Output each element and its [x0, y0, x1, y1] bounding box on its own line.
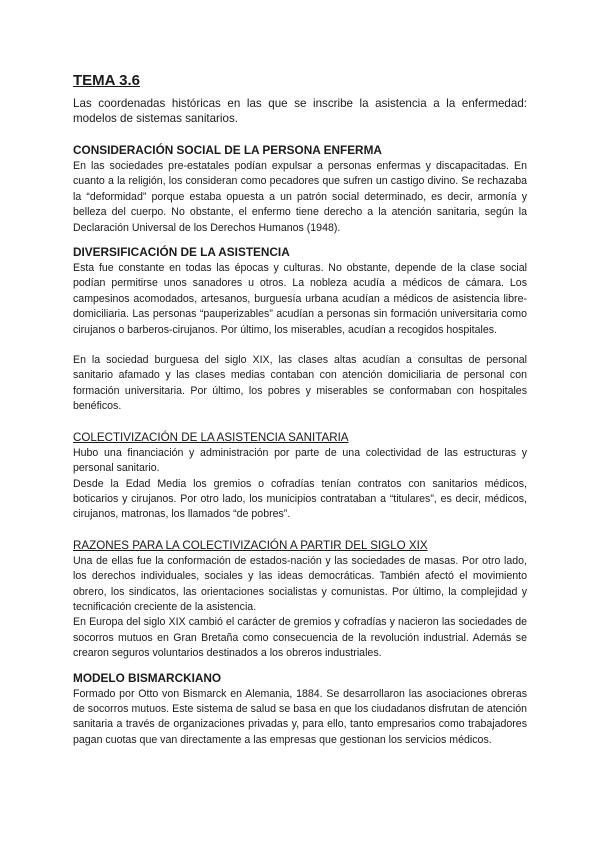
section-paragraph: Esta fue constante en todas las épocas y culturas. No obstante, depende de la clase social podían permitirse unos sanadores u otros. La nobleza acudía a médicos de cámara. Los campesinos acomodados, artesanos, burguesía urbana acudían a médicos de asistencia libre-domiciliaria. Las personas “pauperizables” acudían a personas sin formación universitaria como cirujanos o barberos-cirujanos. Por último, los miserables, acudían a recogidos hospitales. — [73, 262, 527, 336]
section-paragraph: Hubo una financiación y administración por parte de una colectividad de las estructuras y personal sanitario. — [73, 446, 527, 475]
section-heading-razones: RAZONES PARA LA COLECTIVIZACIÓN A PARTIR DEL SIGLO XIX — [73, 538, 428, 552]
section-paragraph: En la sociedad burguesa del siglo XIX, las clases altas acudían a consultas de personal sanitario afamado y las clases medias contaban con atención domiciliaria de personal con formación universitaria. Por último, los pobres y miserables se conformaban con hospitales benéficos. — [73, 354, 527, 413]
document-title: TEMA 3.6 — [73, 72, 140, 89]
section-heading-bismarckiano: MODELO BISMARCKIANO — [73, 670, 222, 685]
document-subtitle: Las coordenadas históricas en las que se inscribe la asistencia a la enfermedad: modelos de sistemas sanitarios. — [73, 97, 527, 125]
section-heading-diversificacion: DIVERSIFICACIÓN DE LA ASISTENCIA — [73, 245, 290, 260]
section-heading-colectivizacion: COLECTIVIZACIÓN DE LA ASISTENCIA SANITARIA — [73, 430, 349, 444]
section-heading-consideracion: CONSIDERACIÓN SOCIAL DE LA PERSONA ENFERMA — [73, 143, 382, 157]
section-paragraph: En las sociedades pre-estatales podían expulsar a personas enfermas y discapacitadas. En cuanto a la religión, los consideran como pecadores que sufren un castigo divino. Se rechazaba la “deformidad” porque estaba opuesta a un patrón social determinado, es decir, armonía y belleza del cuerpo. No obstante, el enfermo tiene derecho a la atención sanitaria, según la Declaración Universal de los Derechos Humanos (1948). — [73, 160, 527, 234]
section-paragraph: En Europa del siglo XIX cambió el carácter de gremios y cofradías y nacieron las sociedades de socorros mutuos en Gran Bretaña como consecuencia de la revolución industrial. Además se crearon seguros voluntarios destinados a los obreros industriales. — [73, 616, 527, 660]
section-paragraph: Desde la Edad Media los gremios o cofradías tenían contratos con sanitarios médicos, boticarios y cirujanos. Por otro lado, los municipios contrataban a “titulares”, es decir, médicos, cirujanos, matronas, los llamados “de pobres”. — [73, 477, 527, 521]
section-paragraph: Una de ellas fue la conformación de estados-nación y las sociedades de masas. Por otro lado, los derechos individuales, sociales y las ideas democráticas. También afectó el movimiento obrero, los sindicatos, las orientaciones socialistas y comunistas. Por último, la complejidad y tecnificación creciente de la asistencia. — [73, 554, 527, 613]
document-page — [73, 72, 527, 748]
section-paragraph: Formado por Otto von Bismarck en Alemania, 1884. Se desarrollaron las asociaciones obreras de socorros mutuos. Este sistema de salud se basa en que los ciudadanos disfrutan de atención sanitaria a través de organizaciones privadas y, para ello, tanto empresarios como trabajadores pagan cuotas que van directamente a las empresas que gestionan los servicios médicos. — [73, 687, 527, 746]
